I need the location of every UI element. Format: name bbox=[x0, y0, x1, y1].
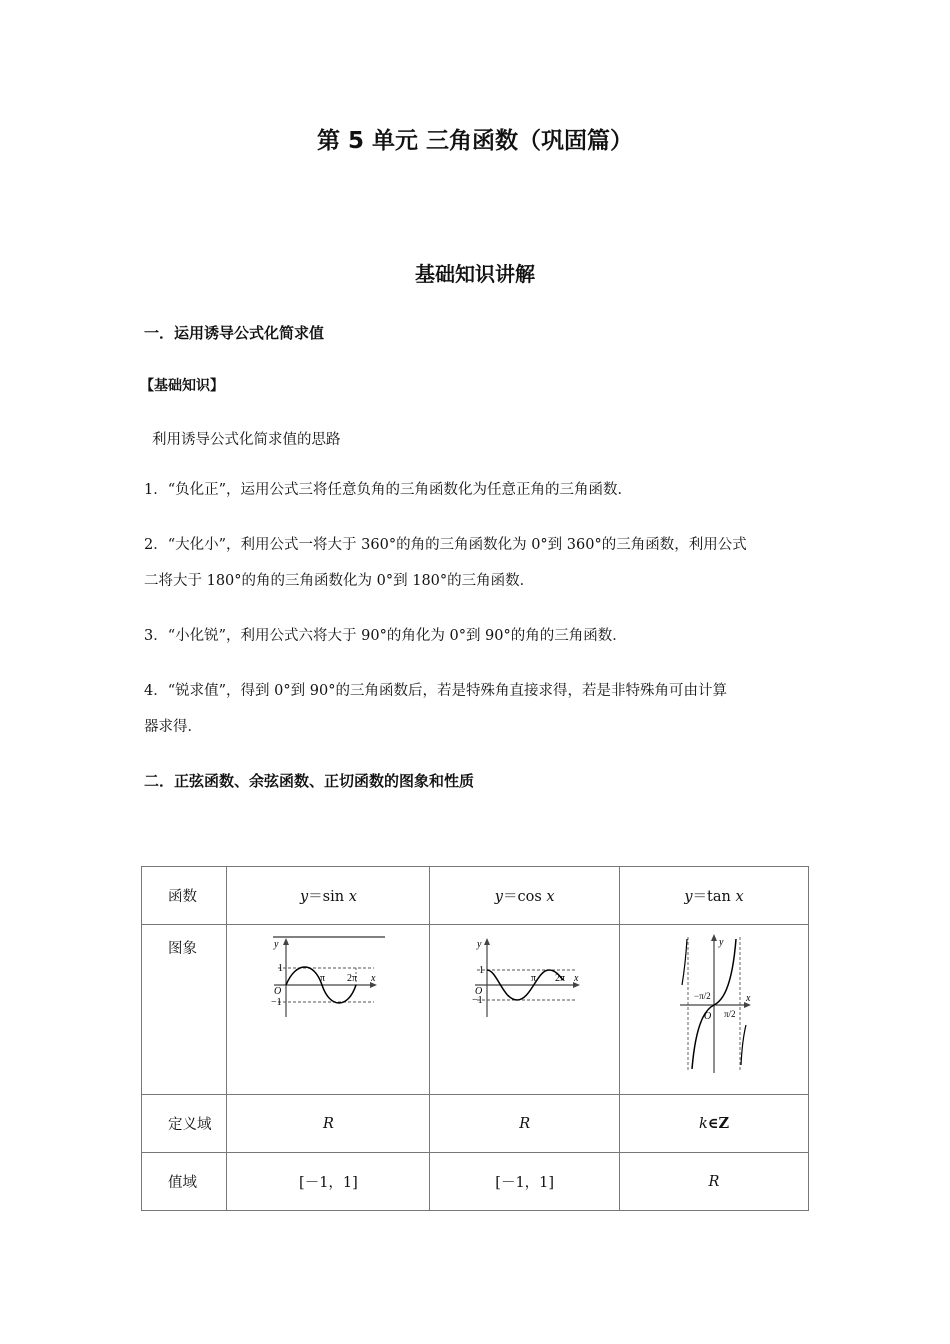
sin-function-cell: y＝sin x bbox=[227, 867, 430, 925]
section2-heading: 二．正弦函数、余弦函数、正切函数的图象和性质 bbox=[144, 772, 475, 790]
svg-text:−1: −1 bbox=[471, 995, 483, 1006]
svg-text:1: 1 bbox=[278, 963, 284, 974]
item-4-line1: 4．“锐求值”，得到 0°到 90°的三角函数后，若是特殊角直接求得，若是非特殊角可由计算 bbox=[144, 683, 727, 699]
svg-text:x: x bbox=[746, 993, 751, 1004]
sin-graph bbox=[228, 925, 428, 1035]
cos-function-cell: y＝cos x bbox=[430, 867, 620, 925]
sin-graph-cell bbox=[227, 925, 430, 1095]
svg-text:π: π bbox=[320, 973, 326, 984]
section-subtitle: 基础知识讲解 bbox=[415, 262, 535, 286]
svg-text:π/2: π/2 bbox=[724, 1009, 736, 1019]
svg-text:y: y bbox=[719, 937, 724, 948]
cos-range: [－1，1] bbox=[430, 1153, 620, 1211]
item-2-line1: 2．“大化小”，利用公式一将大于 360°的角的三角函数化为 0°到 360°的三角函数，利用公式 bbox=[144, 537, 747, 553]
tan-graph-cell bbox=[620, 925, 809, 1095]
page-title: 第 5 单元 三角函数（巩固篇） bbox=[316, 128, 634, 154]
svg-text:−π/2: −π/2 bbox=[694, 991, 711, 1001]
table-row-range bbox=[142, 1153, 809, 1211]
svg-text:O: O bbox=[474, 986, 482, 997]
section1-heading: 一．运用诱导公式化简求值 bbox=[144, 324, 325, 342]
svg-text:y: y bbox=[274, 939, 279, 950]
tan-range: R bbox=[620, 1153, 809, 1211]
trig-function-table bbox=[141, 866, 809, 1211]
intro-text: 利用诱导公式化简求值的思路 bbox=[152, 432, 341, 448]
svg-text:y: y bbox=[476, 939, 482, 950]
svg-text:2π: 2π bbox=[554, 973, 565, 984]
table-row-function bbox=[142, 867, 809, 925]
row-header-range: 值域 bbox=[142, 1153, 227, 1211]
item-2-line2: 二将大于 180°的角的三角函数化为 0°到 180°的三角函数． bbox=[144, 573, 535, 589]
item-1: 1．“负化正”，运用公式三将任意负角的三角函数化为任意正角的三角函数． bbox=[144, 482, 633, 498]
table-row-graph bbox=[142, 925, 809, 1095]
tan-domain: k∈Z bbox=[620, 1095, 809, 1153]
row-header-function: 函数 bbox=[142, 867, 227, 925]
svg-text:−1: −1 bbox=[271, 997, 283, 1008]
table-row-domain bbox=[142, 1095, 809, 1153]
svg-text:x: x bbox=[371, 973, 376, 984]
basic-knowledge-label: 【基础知识】 bbox=[140, 378, 224, 394]
item-4-line2: 器求得． bbox=[144, 719, 202, 735]
svg-text:π: π bbox=[530, 973, 536, 984]
row-header-domain: 定义域 bbox=[142, 1095, 227, 1153]
cos-graph-cell bbox=[430, 925, 620, 1095]
cos-domain: R bbox=[430, 1095, 620, 1153]
row-header-graph: 图象 bbox=[142, 925, 227, 1095]
svg-text:2π: 2π bbox=[347, 973, 358, 984]
svg-text:O: O bbox=[274, 986, 282, 997]
svg-text:O: O bbox=[704, 1011, 712, 1022]
sin-range: [－1，1] bbox=[227, 1153, 430, 1211]
svg-text:1: 1 bbox=[478, 965, 484, 976]
tan-function-cell: y＝tan x bbox=[620, 867, 809, 925]
tan-graph bbox=[620, 925, 808, 1075]
svg-text:x: x bbox=[573, 973, 579, 984]
sin-domain: R bbox=[227, 1095, 430, 1153]
item-3: 3．“小化锐”，利用公式六将大于 90°的角化为 0°到 90°的角的三角函数． bbox=[144, 628, 627, 644]
cos-graph bbox=[431, 925, 619, 1035]
